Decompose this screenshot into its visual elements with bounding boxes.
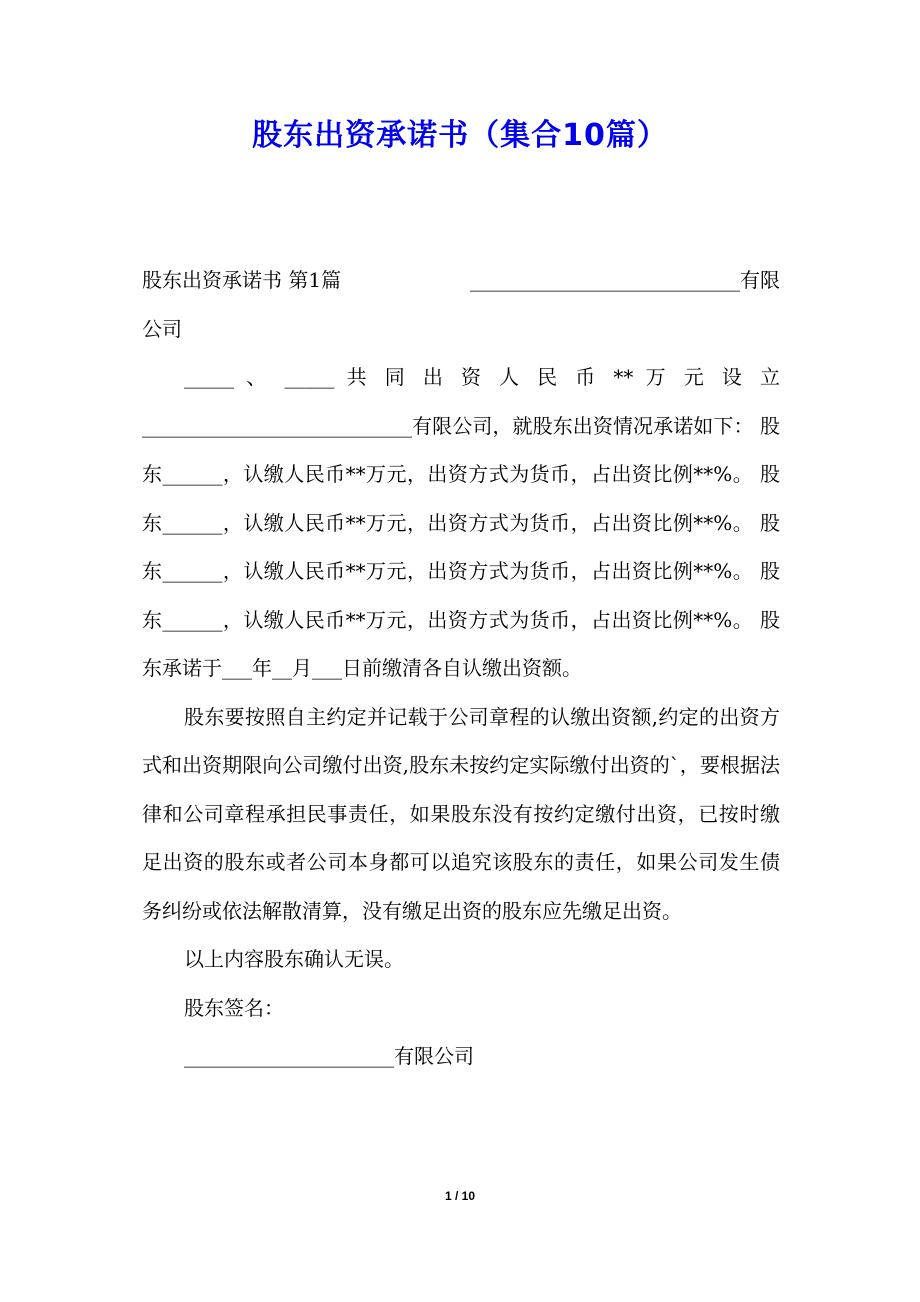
document-body	[142, 256, 780, 1081]
company-name-blank: ___________________________有限	[470, 268, 780, 292]
paragraph-3: 以上内容股东确认无误。	[184, 947, 404, 971]
paragraph-1: ___________________________有限公司，就股东出资情况承诺如下： 股东______，认缴人民币**万元，出资方式为货币，占出资比例**%。 股东______，认缴人民币**万元，出资方式为货币，占出资比例**%。 股东______，认缴人民币**万元，出资方式为货币，占出资比例**%。 股东______，认缴人民币**万元，出资方式为货币，占出资比例**%。 股东承诺于___年__月___日前缴清各自认缴出资额。	[142, 413, 780, 680]
paragraph-2: 股东要按照自主约定并记载于公司章程的认缴出资额,约定的出资方式和出资期限向公司缴付出资,股东未按约定实际缴付出资的`，要根据法律和公司章程承担民事责任，如果股东没有按约定缴付出资，已按时缴足出资的股东或者公司本身都可以追究该股东的责任，如果公司发生债务纠纷或依法解散清算，没有缴足出资的股东应先缴足出资。	[142, 704, 780, 923]
section-heading-line	[142, 256, 780, 305]
section-heading: 股东出资承诺书 第1篇	[142, 268, 342, 292]
document-title: 股东出资承诺书（集合10篇）	[252, 118, 668, 153]
section-heading-continued: 公司	[142, 316, 182, 341]
signature-label: 股东签名：	[184, 995, 284, 1020]
company-signature-line: _____________________有限公司	[184, 1044, 474, 1068]
paragraph-1-first-line: _____ 、 _____ 共 同 出 资 人 民 币 ** 万 元 设 立	[184, 365, 780, 389]
page-number: 1 / 10	[444, 1189, 476, 1203]
